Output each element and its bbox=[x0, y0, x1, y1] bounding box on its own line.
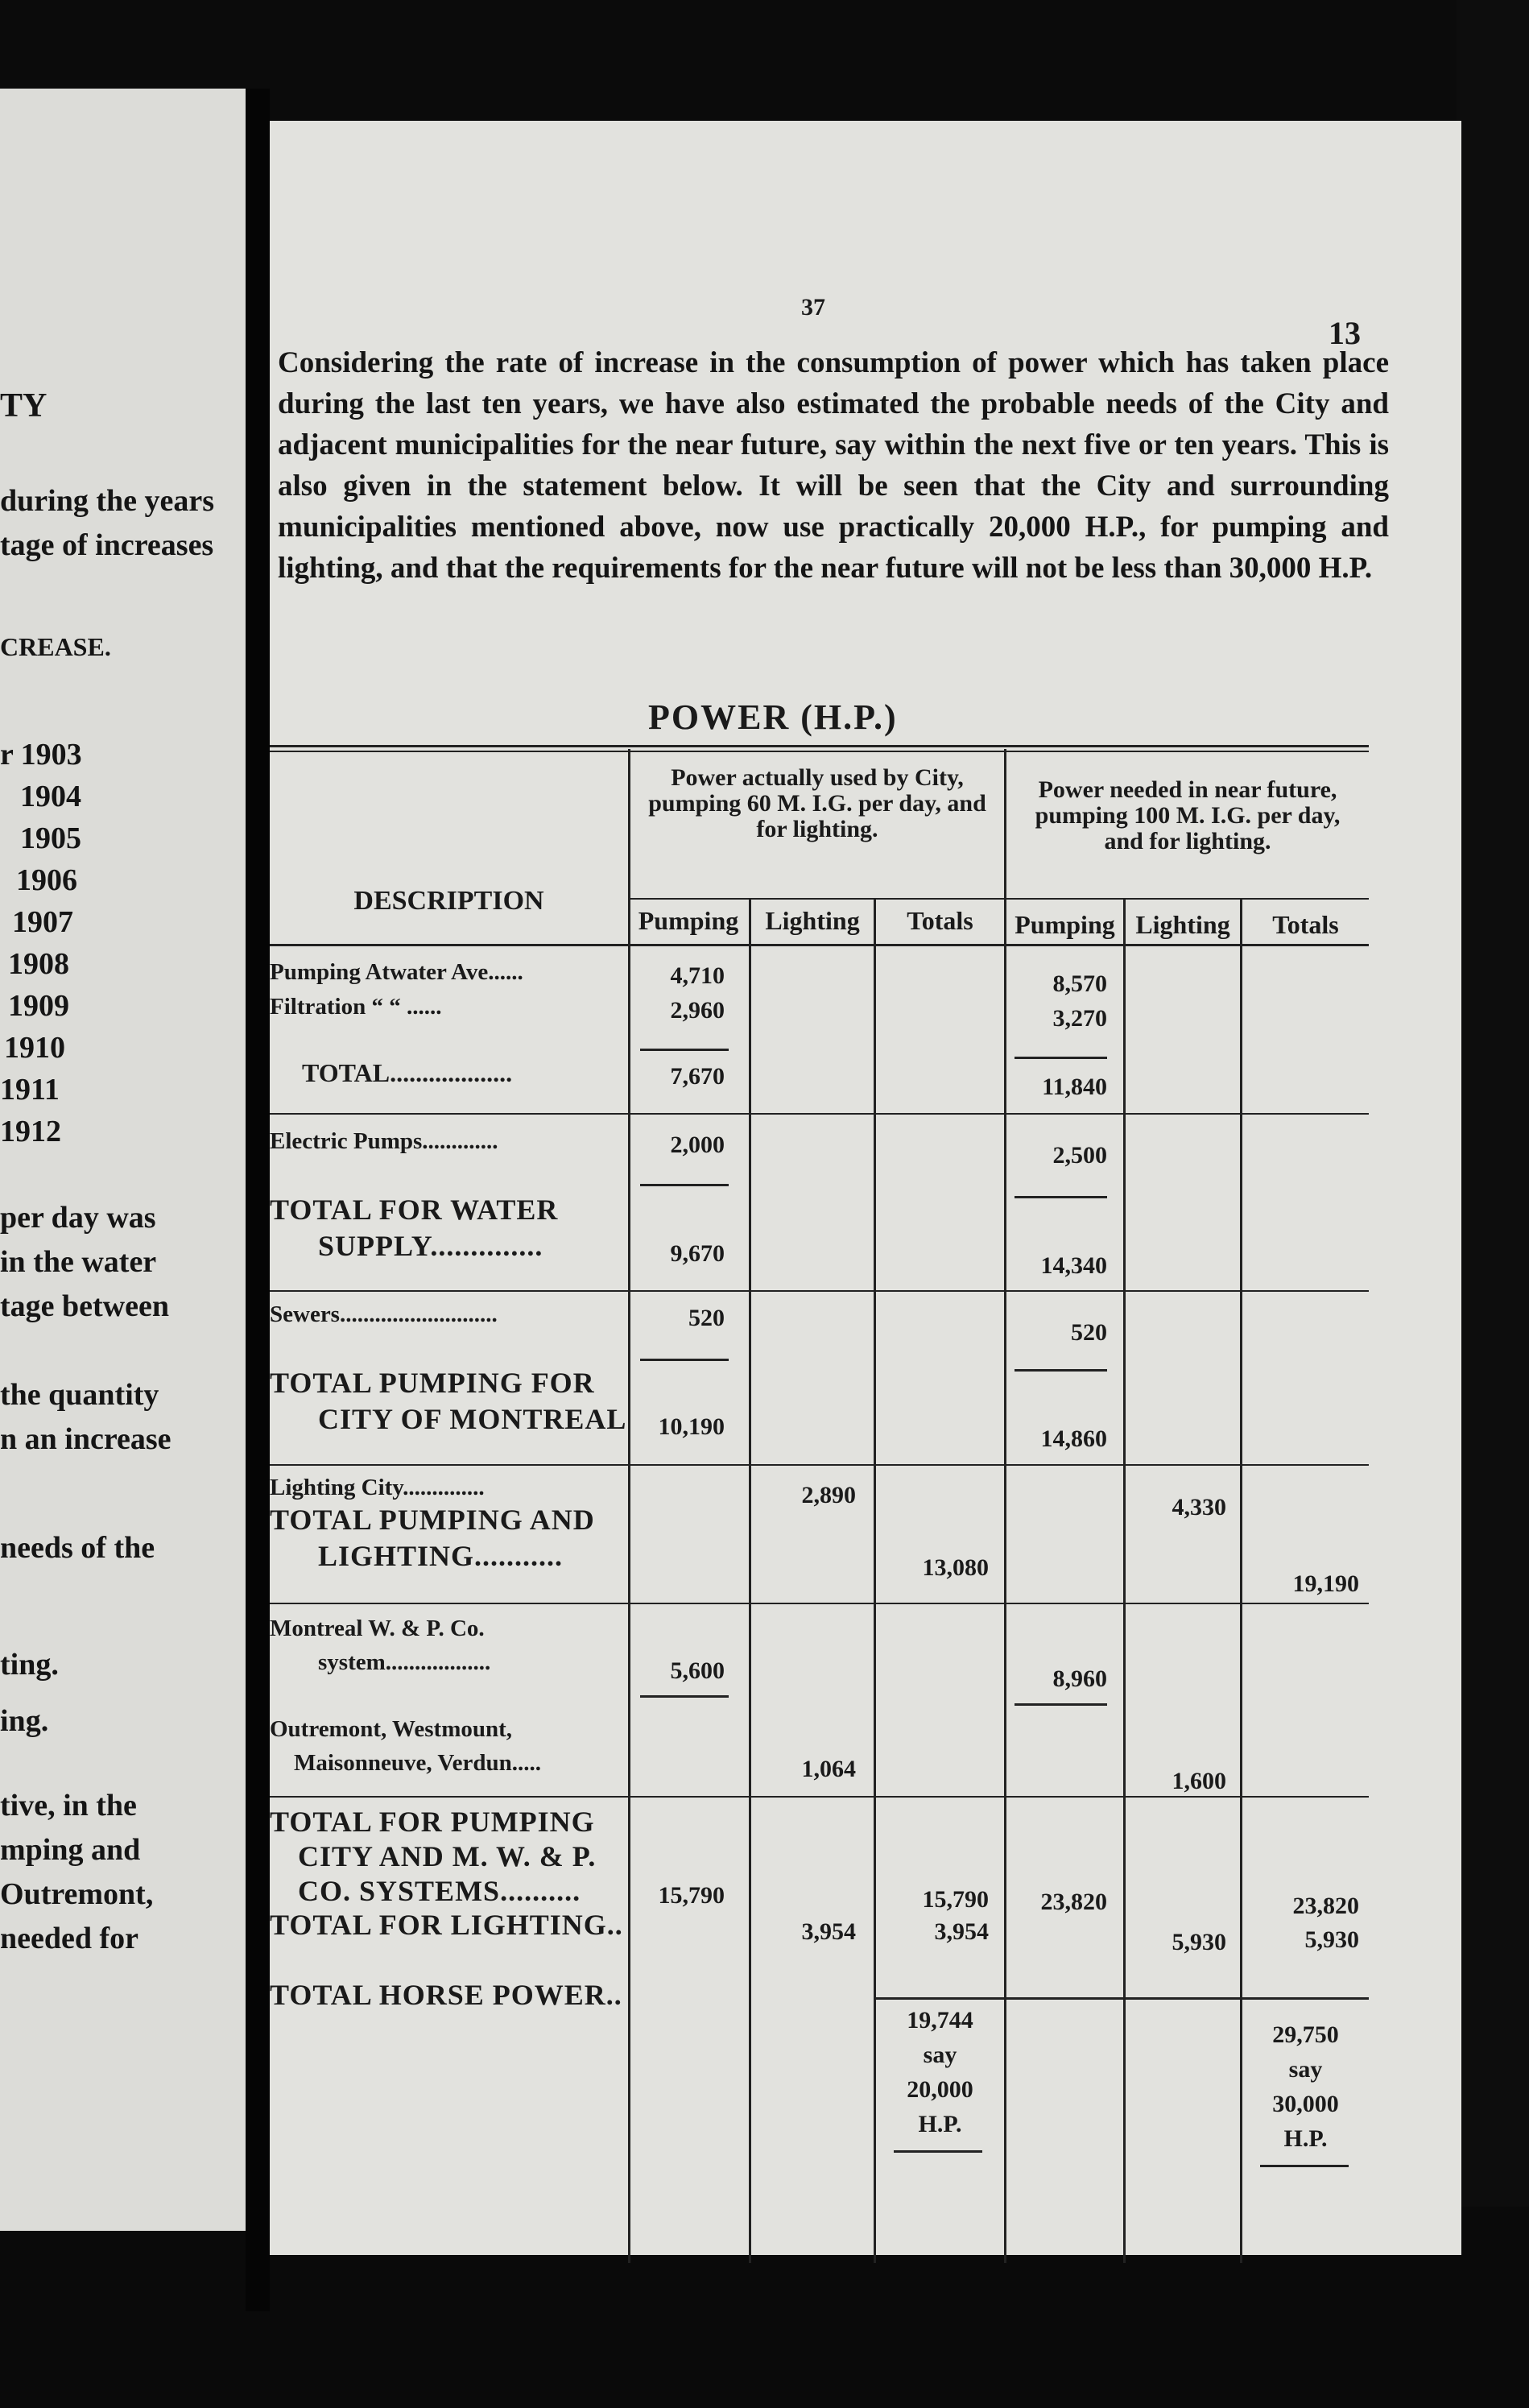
description-header: DESCRIPTION bbox=[353, 886, 544, 916]
left-fragment: ting. bbox=[0, 1648, 59, 1682]
left-fragment: 1912 bbox=[0, 1115, 61, 1148]
row-label: Filtration “ “ ...... bbox=[270, 994, 442, 1020]
row-label: TOTAL FOR LIGHTING.. bbox=[270, 1909, 623, 1941]
row-label: SUPPLY.............. bbox=[318, 1230, 543, 1262]
row-rule bbox=[270, 1113, 1369, 1115]
cell-value: 2,500 bbox=[1052, 1142, 1107, 1169]
row-label: Maisonneuve, Verdun..... bbox=[294, 1750, 541, 1776]
group-header-future: Power needed in near future, pumping 100 M. I.G. per day, and for lighting. bbox=[1035, 776, 1341, 854]
group-header-current: Power actually used by City, pumping 60 M. I.G. per day, and for lighting. bbox=[648, 764, 986, 842]
cell-value: 2,890 bbox=[801, 1482, 856, 1508]
cell-value: 15,790 bbox=[658, 1882, 725, 1909]
column-header: Lighting bbox=[765, 906, 860, 935]
cell-value: 2,960 bbox=[670, 997, 725, 1024]
row-label: Lighting City.............. bbox=[270, 1475, 485, 1500]
cell-value: 7,670 bbox=[670, 1063, 725, 1090]
column-header: Totals bbox=[907, 906, 973, 935]
column-header: Totals bbox=[1272, 910, 1339, 939]
cell-value: say bbox=[923, 2042, 957, 2068]
row-label: CITY OF MONTREAL bbox=[318, 1403, 627, 1435]
cell-value: 5,600 bbox=[670, 1657, 725, 1684]
row-label: TOTAL................... bbox=[302, 1058, 513, 1087]
cell-value: 4,710 bbox=[670, 962, 725, 989]
left-fragment: n an increase bbox=[0, 1422, 171, 1456]
cell-value: 14,860 bbox=[1040, 1425, 1107, 1452]
sum-rule bbox=[640, 1695, 729, 1698]
row-rule bbox=[270, 1796, 1369, 1798]
cell-value: 11,840 bbox=[1042, 1074, 1107, 1100]
cell-value: 3,270 bbox=[1052, 1005, 1107, 1032]
cell-value: 8,570 bbox=[1052, 970, 1107, 997]
left-fragment: ing. bbox=[0, 1704, 49, 1738]
group-divider bbox=[628, 898, 1006, 900]
left-fragment: tage between bbox=[0, 1289, 169, 1323]
column-header: Lighting bbox=[1135, 910, 1230, 939]
cell-value: 13,080 bbox=[922, 1554, 989, 1581]
left-facing-page bbox=[0, 89, 258, 2231]
row-label: Outremont, Westmount, bbox=[270, 1716, 513, 1742]
table-top-rule bbox=[270, 751, 1369, 752]
row-label: TOTAL FOR PUMPING bbox=[270, 1806, 595, 1838]
row-label: Pumping Atwater Ave...... bbox=[270, 959, 523, 985]
cell-value: 23,820 bbox=[1292, 1893, 1359, 1919]
left-fragment: CREASE. bbox=[0, 632, 111, 661]
cell-value: H.P. bbox=[918, 2111, 962, 2137]
left-fragment: during the years bbox=[0, 484, 214, 518]
column-header: Pumping bbox=[1015, 910, 1115, 939]
main-page bbox=[270, 121, 1461, 2255]
left-fragment: needs of the bbox=[0, 1531, 155, 1565]
left-fragment: 1907 bbox=[12, 905, 73, 939]
cell-value: 29,750 bbox=[1272, 2021, 1339, 2048]
row-label: TOTAL PUMPING AND bbox=[270, 1504, 595, 1536]
cell-value: 3,954 bbox=[934, 1918, 989, 1945]
cell-value: 23,820 bbox=[1040, 1889, 1107, 1915]
cell-value: 2,000 bbox=[670, 1132, 725, 1158]
page-number: 37 bbox=[801, 294, 825, 321]
column-divider bbox=[1123, 898, 1126, 2263]
body-paragraph: Considering the rate of increase in the consumption of power which has taken place during the last ten years, we have also estimated the probable needs of the City and adjacent municipalities for the near future, say within the next five or ten years. This is also given in the statement below. It will be seen that the City and surrounding municipalities mentioned above, now use practically 20,000 H.P., for pumping and lighting, and that the requirements for the near future will not be less than 30,000 H.P. bbox=[278, 346, 1389, 585]
row-label: TOTAL FOR WATER bbox=[270, 1194, 559, 1226]
row-label: LIGHTING........... bbox=[318, 1540, 564, 1572]
cell-value: 9,670 bbox=[670, 1240, 725, 1267]
left-fragment: tive, in the bbox=[0, 1789, 137, 1823]
sum-rule bbox=[640, 1184, 729, 1186]
left-fragment: mping and bbox=[0, 1833, 141, 1867]
column-divider bbox=[749, 898, 751, 2263]
header-bottom-rule bbox=[270, 944, 1369, 946]
left-fragment: 1911 bbox=[0, 1073, 60, 1107]
row-label: CITY AND M. W. & P. bbox=[298, 1840, 597, 1872]
left-fragment: TY bbox=[0, 387, 48, 424]
row-rule bbox=[270, 1290, 1369, 1292]
left-fragment: 1904 bbox=[20, 780, 81, 813]
cell-value: 3,954 bbox=[801, 1918, 856, 1945]
cell-value: 520 bbox=[688, 1305, 725, 1331]
book-gutter bbox=[246, 89, 270, 2311]
corner-page-number: 13 bbox=[1329, 315, 1361, 351]
sum-rule bbox=[1015, 1057, 1107, 1059]
row-label: system.................. bbox=[318, 1649, 491, 1675]
row-label: Sewers........................... bbox=[270, 1301, 498, 1327]
row-rule bbox=[270, 1464, 1369, 1466]
sum-rule bbox=[1015, 1703, 1107, 1706]
row-label: TOTAL PUMPING FOR bbox=[270, 1367, 595, 1399]
cell-value: 14,340 bbox=[1040, 1252, 1107, 1279]
scan-border-right bbox=[1457, 0, 1529, 2408]
cell-value: 20,000 bbox=[907, 2076, 973, 2103]
cell-value: 19,190 bbox=[1292, 1570, 1359, 1597]
table-title: POWER (H.P.) bbox=[648, 697, 898, 737]
row-label: Montreal W. & P. Co. bbox=[270, 1616, 485, 1641]
left-fragment: the quantity bbox=[0, 1378, 159, 1412]
row-label: CO. SYSTEMS.......... bbox=[298, 1875, 581, 1907]
left-fragment: per day was bbox=[0, 1201, 156, 1235]
group-divider bbox=[1006, 898, 1369, 900]
left-fragment: in the water bbox=[0, 1245, 157, 1279]
cell-value: 520 bbox=[1071, 1319, 1107, 1346]
sum-rule bbox=[1015, 1369, 1107, 1372]
sum-rule bbox=[1015, 1196, 1107, 1198]
column-header: Pumping bbox=[638, 906, 739, 935]
left-fragment: tage of increases bbox=[0, 528, 214, 562]
cell-value: 19,744 bbox=[907, 2007, 973, 2034]
left-fragment: 1905 bbox=[20, 821, 81, 855]
totals-rule bbox=[876, 1997, 1369, 2000]
row-label: TOTAL HORSE POWER.. bbox=[270, 1979, 622, 2011]
row-rule bbox=[270, 1603, 1369, 1604]
left-fragment: 1906 bbox=[16, 863, 77, 897]
cell-value: 5,930 bbox=[1172, 1929, 1226, 1955]
left-fragment: needed for bbox=[0, 1922, 139, 1955]
sum-rule bbox=[894, 2150, 982, 2153]
left-fragment: 1910 bbox=[4, 1031, 65, 1065]
cell-value: 15,790 bbox=[922, 1886, 989, 1913]
sum-rule bbox=[1260, 2165, 1349, 2167]
left-fragment: 1908 bbox=[8, 947, 69, 981]
sum-rule bbox=[640, 1049, 729, 1051]
row-label: Electric Pumps............. bbox=[270, 1128, 498, 1154]
left-fragment: 1909 bbox=[8, 989, 69, 1023]
cell-value: 8,960 bbox=[1052, 1665, 1107, 1692]
cell-value: 30,000 bbox=[1272, 2091, 1339, 2117]
cell-value: 10,190 bbox=[658, 1413, 725, 1440]
cell-value: 4,330 bbox=[1172, 1494, 1226, 1521]
sum-rule bbox=[640, 1359, 729, 1361]
left-fragment: r 1903 bbox=[0, 738, 82, 772]
cell-value: say bbox=[1288, 2056, 1323, 2083]
cell-value: 1,064 bbox=[801, 1756, 856, 1782]
left-fragment: Outremont, bbox=[0, 1877, 154, 1911]
cell-value: H.P. bbox=[1283, 2125, 1328, 2152]
cell-value: 5,930 bbox=[1304, 1926, 1359, 1953]
table-top-rule bbox=[270, 745, 1369, 747]
cell-value: 1,600 bbox=[1172, 1768, 1226, 1794]
